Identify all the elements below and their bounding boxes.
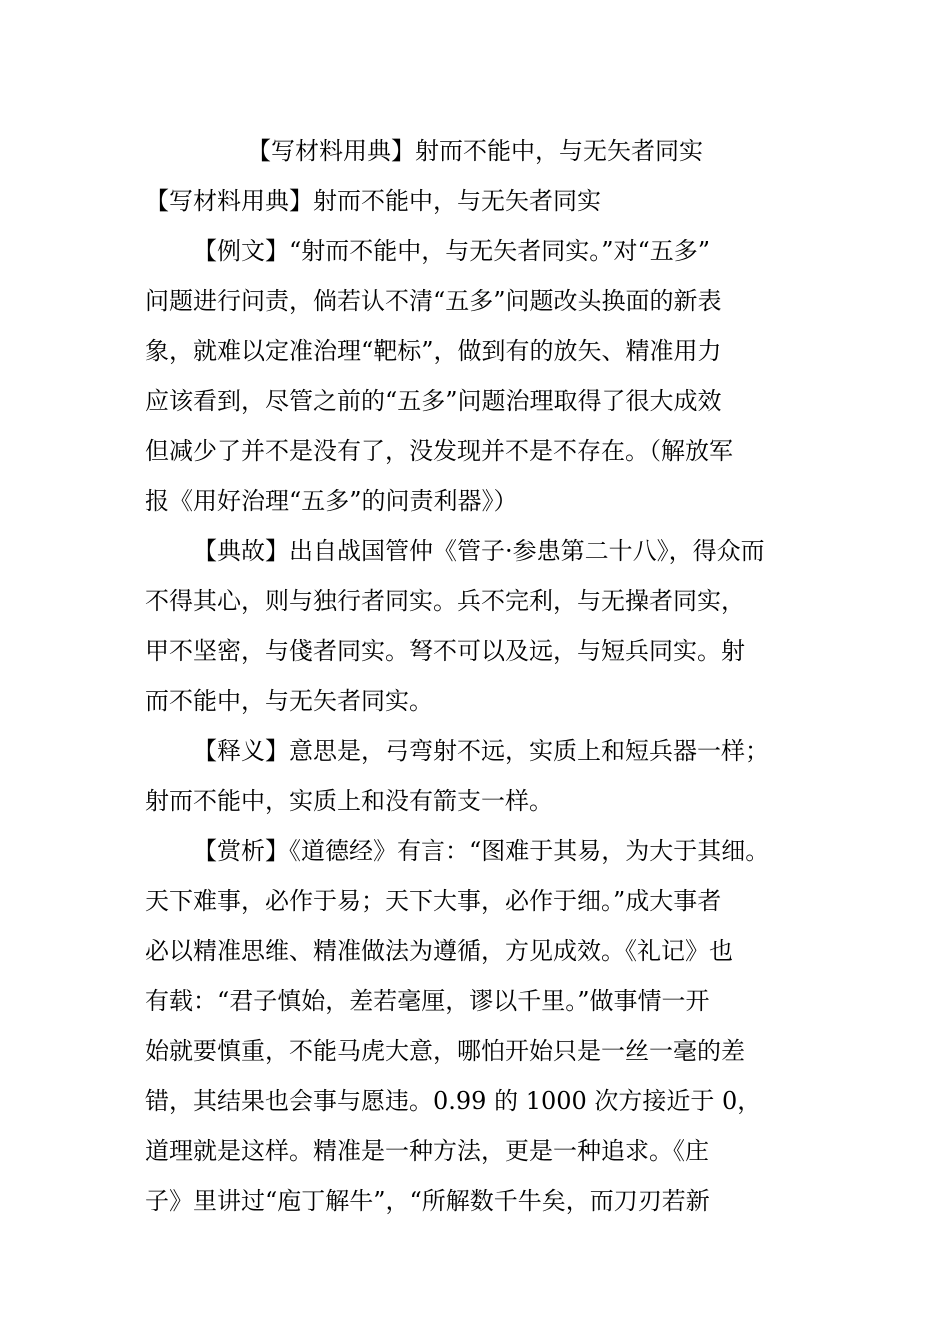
text-line: 必以精准思维、精准做法为遵循，方见成效。《礼记》也 — [145, 937, 733, 965]
text-line: 问题进行问责，倘若认不清“五多”问题改头换面的新表 — [145, 287, 722, 315]
text-line: 而不能中，与无矢者同实。 — [145, 687, 433, 715]
text-line: 射而不能中，实质上和没有箭支一样。 — [145, 787, 553, 815]
text-line: 道理就是这样。精准是一种方法，更是一种追求。《庄 — [145, 1137, 709, 1165]
paragraph-example-start: 【例文】“射而不能中，与无矢者同实。”对“五多” — [193, 237, 711, 265]
paragraph-appreciation-start: 【赏析】《道德经》有言：“图难于其易，为大于其细。 — [193, 837, 770, 865]
text-line: 【写材料用典】射而不能中，与无矢者同实 — [145, 187, 601, 215]
text-line: 始就要慎重，不能马虎大意，哪怕开始只是一丝一毫的差 — [145, 1037, 745, 1065]
document-title: 【写材料用典】射而不能中，与无矢者同实 — [247, 137, 703, 165]
text-line: 错，其结果也会事与愿违。0.99 的 1000 次方接近于 0， — [145, 1087, 762, 1115]
paragraph-allusion-start: 【典故】出自战国管仲《管子·参患第二十八》，得众而 — [193, 537, 765, 565]
text-line: 但减少了并不是没有了，没发现并不是不存在。（解放军 — [145, 437, 733, 465]
text-line: 报《用好治理“五多”的问责利器》） — [145, 487, 518, 515]
text-line: 子》里讲过“庖丁解牛”，“所解数千牛矣，而刀刃若新 — [145, 1187, 710, 1215]
text-line: 有载：“君子慎始，差若毫厘，谬以千里。”做事情一开 — [145, 987, 710, 1015]
text-line: 象，就难以定准治理“靶标”，做到有的放矢、精准用力 — [145, 337, 722, 365]
text-line: 甲不坚密，与俴者同实。弩不可以及远，与短兵同实。射 — [145, 637, 745, 665]
document-body — [145, 181, 845, 1231]
text-line: 应该看到，尽管之前的“五多”问题治理取得了很大成效 — [145, 387, 722, 415]
paragraph-meaning-start: 【释义】意思是，弓弯射不远，实质上和短兵器一样； — [193, 737, 769, 765]
text-line: 天下难事，必作于易；天下大事，必作于细。”成大事者 — [145, 887, 722, 915]
text-line: 不得其心，则与独行者同实。兵不完利，与无操者同实， — [145, 587, 745, 615]
